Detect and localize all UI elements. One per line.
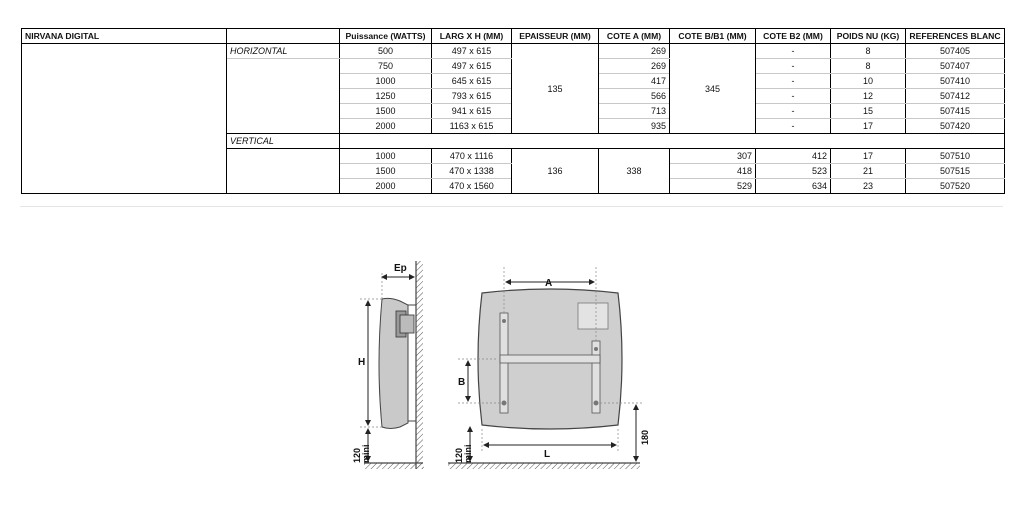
cell-weight: 17 [831, 149, 906, 164]
cell-weight: 23 [831, 179, 906, 194]
cell-cote-a: 566 [599, 89, 670, 104]
col-weight: POIDS NU (KG) [831, 29, 906, 44]
control-panel [578, 303, 608, 329]
cell-size: 941 x 615 [432, 104, 512, 119]
screw-top-left [502, 319, 506, 323]
cell-power: 1000 [340, 74, 432, 89]
cell-power: 2000 [340, 179, 432, 194]
cell-power: 1000 [340, 149, 432, 164]
b-label: B [458, 377, 466, 388]
cell-cote-a: 269 [599, 44, 670, 59]
cell-cote-b2: 523 [756, 164, 831, 179]
cell-ref: 507515 [906, 164, 1005, 179]
side-floor-label-2: mini [361, 444, 371, 463]
side-floor-label-1: 120 [352, 447, 362, 463]
cell-cote-b2: - [756, 104, 831, 119]
screw-left [502, 401, 507, 406]
cell-ref: 507412 [906, 89, 1005, 104]
cell-weight: 10 [831, 74, 906, 89]
cell-weight: 8 [831, 59, 906, 74]
front-floor-label-2: mini [463, 444, 473, 463]
product-title: NIRVANA DIGITAL [22, 29, 227, 44]
cell-cote-a: 935 [599, 119, 670, 134]
cell-cote-b2: - [756, 89, 831, 104]
side-view [352, 261, 424, 469]
cell-weight: 8 [831, 44, 906, 59]
cell-cote-b2: - [756, 119, 831, 134]
wall-hatch [416, 261, 423, 469]
screw-right [594, 401, 599, 406]
cell-cote-b2: 412 [756, 149, 831, 164]
cell-cote-a: 713 [599, 104, 670, 119]
col-size: LARG X H (MM) [432, 29, 512, 44]
orientation-spacer [227, 59, 340, 134]
cell-size: 497 x 615 [432, 44, 512, 59]
front-view [448, 267, 650, 469]
cell-ref: 507407 [906, 59, 1005, 74]
cell-cote-b2: 634 [756, 179, 831, 194]
cell-cote-b: 307 [670, 149, 756, 164]
header-row [22, 29, 1005, 44]
right-dim-label: 180 [640, 429, 650, 445]
cell-cote-b: 529 [670, 179, 756, 194]
cell-size: 470 x 1116 [432, 149, 512, 164]
cell-weight: 12 [831, 89, 906, 104]
cell-cote-b2: - [756, 74, 831, 89]
orientation-header [227, 29, 340, 44]
table-row [22, 44, 1005, 59]
cell-weight: 15 [831, 104, 906, 119]
cell-weight: 21 [831, 164, 906, 179]
cell-weight: 17 [831, 119, 906, 134]
bracket-crossbar [500, 355, 600, 363]
cell-ref: 507415 [906, 104, 1005, 119]
cell-size: 1163 x 615 [432, 119, 512, 134]
col-thickness: EPAISSEUR (MM) [512, 29, 599, 44]
cell-power: 1500 [340, 164, 432, 179]
cell-ref: 507520 [906, 179, 1005, 194]
front-floor-label-1: 120 [454, 447, 464, 463]
cell-size: 645 x 615 [432, 74, 512, 89]
screw-top-right [594, 347, 598, 351]
col-cote-b: COTE B/B1 (MM) [670, 29, 756, 44]
ep-label: Ep [394, 263, 407, 274]
bracket-plate [400, 315, 414, 333]
cell-cote-b2: - [756, 59, 831, 74]
cell-power: 750 [340, 59, 432, 74]
col-cote-b2: COTE B2 (MM) [756, 29, 831, 44]
cell-size: 470 x 1560 [432, 179, 512, 194]
cell-size: 470 x 1338 [432, 164, 512, 179]
cell-power: 500 [340, 44, 432, 59]
col-power: Puissance (WATTS) [340, 29, 432, 44]
cell-power: 1500 [340, 104, 432, 119]
spec-table [21, 28, 1005, 194]
cell-cote-b2: - [756, 44, 831, 59]
cell-power: 1250 [340, 89, 432, 104]
grid-line [20, 206, 1003, 207]
cell-ref: 507420 [906, 119, 1005, 134]
title-spacer [22, 44, 227, 194]
front-floor-hatch [448, 463, 640, 469]
orientation-spacer [227, 149, 340, 194]
cell-size: 497 x 615 [432, 59, 512, 74]
floor-hatch [364, 463, 424, 469]
cell-ref: 507405 [906, 44, 1005, 59]
col-ref: REFERENCES BLANC [906, 29, 1005, 44]
vertical-label: VERTICAL [227, 134, 340, 149]
cell-power: 2000 [340, 119, 432, 134]
cell-cote-a: 417 [599, 74, 670, 89]
cell-ref: 507510 [906, 149, 1005, 164]
col-cote-a: COTE A (MM) [599, 29, 670, 44]
cell-ref: 507410 [906, 74, 1005, 89]
cell-cote-a: 269 [599, 59, 670, 74]
h-label: H [358, 357, 366, 368]
horizontal-cote-b: 345 [670, 44, 756, 134]
vertical-label-blank [340, 134, 1005, 149]
horizontal-label: HORIZONTAL [227, 44, 340, 59]
l-label: L [544, 449, 551, 460]
vertical-thickness: 136 [512, 149, 599, 194]
installation-diagram [330, 255, 660, 485]
cell-size: 793 x 615 [432, 89, 512, 104]
cell-cote-b: 418 [670, 164, 756, 179]
vertical-cote-a: 338 [599, 149, 670, 194]
a-label: A [545, 278, 553, 289]
horizontal-thickness: 135 [512, 44, 599, 134]
